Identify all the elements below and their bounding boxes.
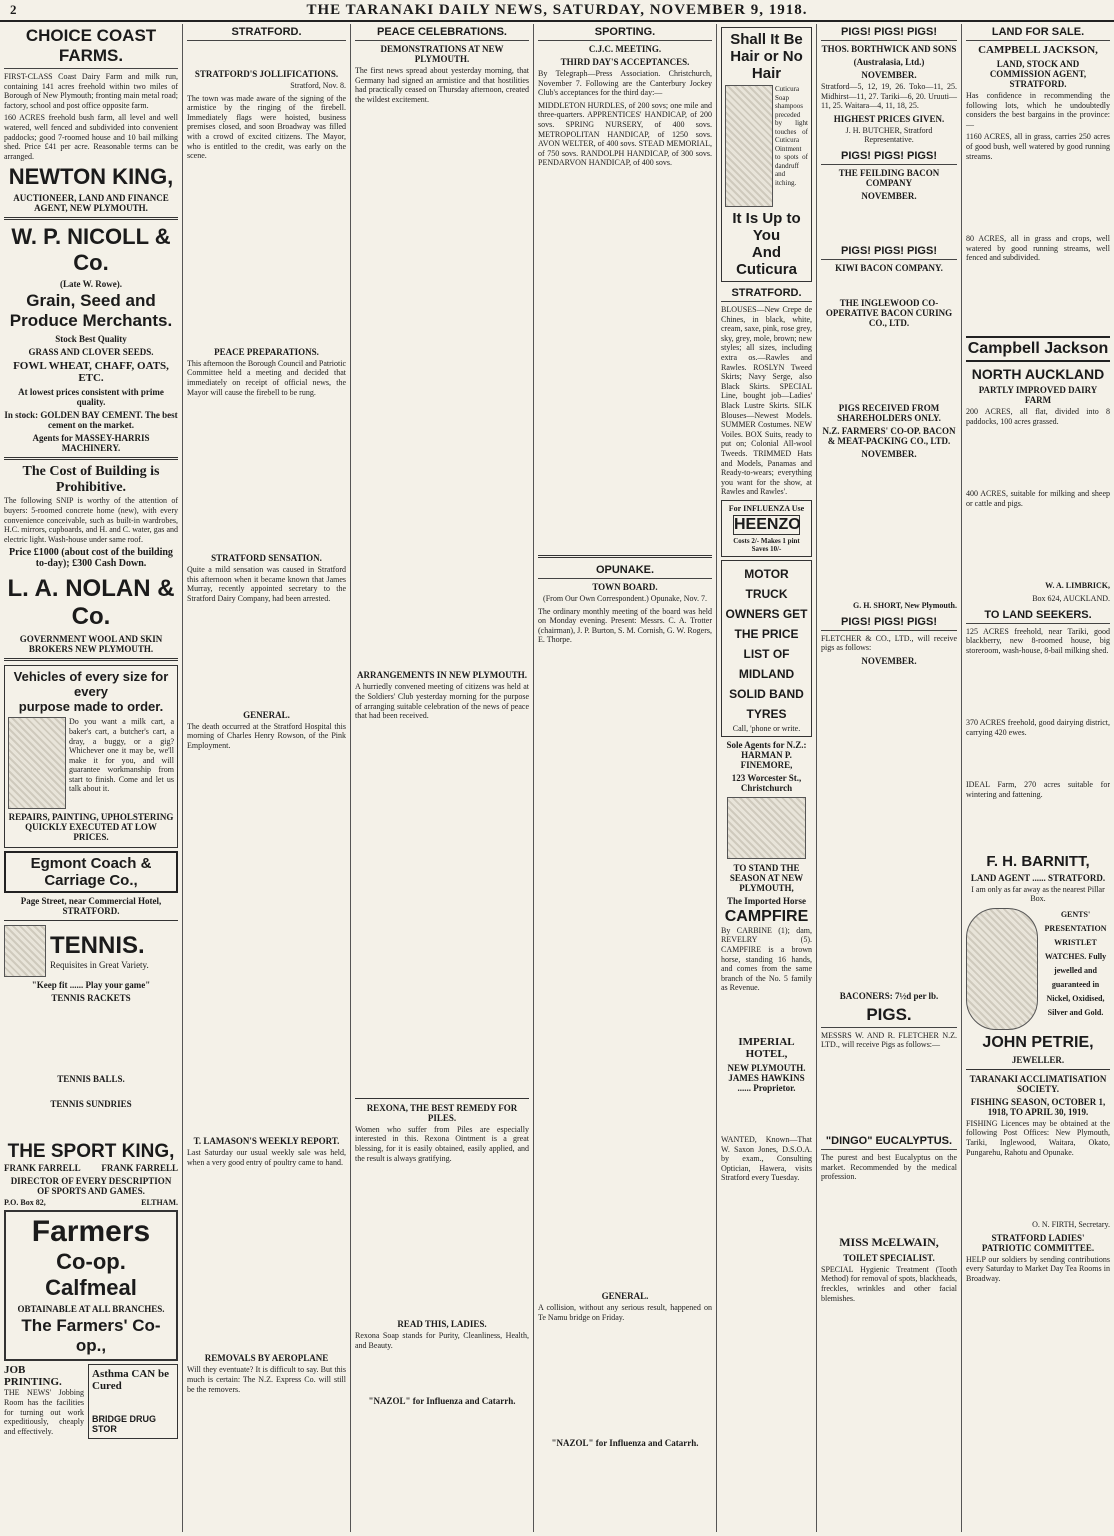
removals-title: REMOVALS BY AEROPLANE bbox=[204, 1353, 329, 1364]
sport-box: P.O. Box 82, bbox=[4, 1198, 46, 1208]
sundries-heading: TENNIS SUNDRIES bbox=[50, 1099, 132, 1110]
asthma-title: Asthma CAN be Cured bbox=[92, 1368, 169, 1393]
fletcher-2: MESSRS W. AND R. FLETCHER N.Z. LTD., will receive Pigs as follows:— bbox=[821, 1030, 957, 1050]
nz-farmers-month: NOVEMBER. bbox=[861, 448, 917, 459]
town-board-body: The ordinary monthly meeting of the board was held on Monday evening. Present: Messrs. C. A. Trotter (chairman), J. P. Burton, S. M. Cornish, G. W. Rogers, E. Thorpe. bbox=[538, 606, 712, 645]
page-number: 2 bbox=[10, 2, 18, 17]
inglewood-title: THE INGLEWOOD CO-OPERATIVE BACON CURING CO., LTD. bbox=[825, 297, 953, 328]
feilding-title: THE FEILDING BACON COMPANY bbox=[838, 167, 940, 188]
lot-125: 125 ACRES freehold, near Tariki, good blackberry, new 8-roomed house, big storeroom, wash-house, 8-bail milking shed. bbox=[966, 626, 1110, 655]
woman-portrait-illustration bbox=[725, 85, 773, 207]
land-for-sale-heading: LAND FOR SALE. bbox=[966, 24, 1110, 41]
barnitt-name: F. H. BARNITT, bbox=[986, 852, 1090, 870]
opunake-general-title: GENERAL. bbox=[601, 1290, 649, 1301]
wanted-ad: WANTED, Known—That W. Saxon Jones, D.S.O.A. by exam., Consulting Optician, Hawera, visits Stratford every Tuesday. bbox=[721, 1135, 812, 1183]
kiwi-body bbox=[821, 275, 957, 295]
balls-heading: TENNIS BALLS. bbox=[57, 1074, 125, 1085]
jollifications-title: STRATFORD'S JOLLIFICATIONS. bbox=[194, 69, 339, 79]
sensation-title: STRATFORD SENSATION. bbox=[211, 553, 322, 564]
ladies-body: HELP our soldiers by sending contributions every Saturday to Market Day Tea Rooms in Broadway. bbox=[966, 1254, 1110, 1283]
tennis-sub: Requisites in Great Variety. bbox=[50, 960, 149, 971]
tyres-sub: Call, 'phone or write. bbox=[732, 723, 801, 733]
tyres-text: MOTOR TRUCK OWNERS GET THE PRICE LIST OF MIDLAND SOLID BAND TYRES bbox=[725, 566, 808, 721]
farm-ad-2: 160 ACRES freehold bush farm, all level and well watered, well fenced and subdivided into convenient paddocks; good 7-roomed house and 10 bail milking shed. Price £41 per acre. Reasonable terms can be arranged. bbox=[4, 113, 178, 161]
acclimatisation-title: TARANAKI ACCLIMATISATION SOCIETY. bbox=[969, 1073, 1107, 1094]
campfire-name: CAMPFIRE bbox=[724, 907, 809, 925]
hair-body: Cuticura Soap shampoos preceded by light touches of Cuticura Ointment to spots of dandruff and itching. bbox=[775, 85, 808, 187]
pigs-heading-5: PIGS. bbox=[821, 1003, 957, 1028]
cjc-race-fields bbox=[538, 171, 712, 551]
egmont-addr: Page Street, near Commercial Hotel, STRATFORD. bbox=[20, 896, 162, 917]
north-auckland-sub: PARTLY IMPROVED DAIRY FARM bbox=[978, 384, 1098, 405]
cuticura-ad bbox=[721, 27, 812, 282]
north-auckland-title: NORTH AUCKLAND bbox=[971, 365, 1105, 382]
nz-farmers-agent: G. H. SHORT, New Plymouth. bbox=[852, 600, 957, 610]
shareholders-title: PIGS RECEIVED FROM SHAREHOLDERS ONLY. bbox=[837, 402, 941, 423]
lot-400: 400 ACRES, suitable for milking and sheep or cattle and pigs. bbox=[966, 489, 1110, 508]
column-7 bbox=[962, 24, 1114, 1532]
tyres-ad bbox=[721, 560, 812, 737]
cjc-title: C.J.C. MEETING. bbox=[588, 44, 662, 54]
removals-body: Will they eventuate? It is difficult to say. But this much is certain: The N.Z. Express Co. will still be the removers. bbox=[187, 1365, 346, 1394]
read-this-continued bbox=[355, 1353, 529, 1393]
general-continued bbox=[187, 753, 346, 1133]
cjc-races: MIDDLETON HURDLES, of 200 sovs; one mile and three-quarters. APPRENTICES' HANDICAP, of 200 sovs. SPRING NURSERY, of 400 sovs. METROPOLITAN HANDICAP, of 1250 sovs. AVON WELTER, of 400 sovs. STEAD MEMORIAL, of 750 sovs. RANDOLPH HANDICAP, of 300 sovs. PENDARVON HANDICAP, of 400 sovs. bbox=[538, 100, 712, 168]
nicoll-line-3: FOWL WHEAT, CHAFF, OATS, ETC. bbox=[13, 360, 169, 385]
borthwick-prices: HIGHEST PRICES GIVEN. bbox=[833, 113, 945, 124]
lamason-body: Last Saturday our usual weekly sale was held, when a very good entry of poultry came to hand. bbox=[187, 1148, 346, 1167]
rackets-price-list bbox=[4, 1005, 178, 1071]
sensation-continued bbox=[187, 607, 346, 707]
sundries-list bbox=[4, 1111, 178, 1141]
nicoll-late: (Late W. Rowe). bbox=[60, 279, 122, 290]
farmers-product: Co-op. Calfmeal bbox=[45, 1249, 137, 1301]
nicoll-line-1: Stock Best Quality bbox=[55, 334, 127, 345]
campbell-sub: LAND, STOCK AND COMMISSION AGENT, STRATFORD. bbox=[989, 59, 1087, 89]
barnitt-sub: LAND AGENT ...... STRATFORD. bbox=[970, 872, 1106, 883]
fletcher-2-schedule bbox=[821, 1053, 957, 1133]
sensation-body: Quite a mild sensation was caused in Stratford this afternoon when it became known that James Murray, recently appointed secretary to the Stratford Dairy Company, had been arrested. bbox=[187, 565, 346, 603]
campbell-title: CAMPBELL JACKSON, bbox=[978, 44, 1098, 56]
cjc-body: By Telegraph—Press Association. Christchurch, November 7. Following are the Canterbury Jockey Club's acceptances for the third day:— bbox=[538, 69, 712, 98]
dingo-title: "DINGO" EUCALYPTUS. bbox=[821, 1133, 957, 1150]
nz-farmers-title: N.Z. FARMERS' CO-OP. BACON & MEAT-PACKING CO., LTD. bbox=[822, 425, 956, 446]
campfire-continued bbox=[721, 996, 812, 1036]
acclimatisation-sign: O. N. FIRTH, Secretary. bbox=[1032, 1220, 1110, 1230]
sport-frank-1: FRANK FARRELL bbox=[4, 1163, 81, 1174]
column-5 bbox=[717, 24, 817, 1532]
limbrick-addr: Box 624, AUCKLAND. bbox=[1032, 593, 1110, 603]
demonstrations-body: The first news spread about yesterday morning, that Germany had signed an armistice and that hostilities had practically ceased on Thursday afternoon, created the wildest excitement. bbox=[355, 66, 529, 104]
hotel-sub: NEW PLYMOUTH. JAMES HAWKINS ...... Proprietor. bbox=[727, 1063, 806, 1094]
farmers-coop: The Farmers' Co-op., bbox=[21, 1316, 161, 1356]
pigs-heading-2: PIGS! PIGS! PIGS! bbox=[821, 148, 957, 165]
tennis-racket-illustration bbox=[4, 925, 46, 977]
opunake-general-continued bbox=[538, 1325, 712, 1435]
lot-200: 200 ACRES, all flat, divided into 8 paddocks, 100 acres grassed. bbox=[966, 406, 1110, 426]
acclimatisation-body: FISHING Licences may be obtained at the following Post Offices: New Plymouth, Tariki, Inglewood, Waitara, Okato, Pungarehu, Rahotu and Opunake. bbox=[966, 1118, 1110, 1157]
general-title: GENERAL. bbox=[243, 709, 290, 720]
farm-ad-1: FIRST-CLASS Coast Dairy Farm and milk run, containing 141 acres freehold within two miles of Borough of New Plymouth; fronting main metal road; factory, school and post office opposite farm. bbox=[4, 72, 178, 110]
masthead bbox=[0, 0, 1114, 22]
petrie-sub: JEWELLER. bbox=[1011, 1054, 1065, 1065]
column-6 bbox=[817, 24, 962, 1532]
egmont-name: Egmont Coach & Carriage Co., bbox=[4, 851, 178, 893]
feilding-schedule bbox=[821, 203, 957, 243]
read-this-body: Rexona Soap stands for Purity, Cleanliness, Health, and Beauty. bbox=[355, 1331, 529, 1350]
cost-price: Price £1000 (about cost of the building to-day); £300 Cash Down. bbox=[9, 547, 173, 570]
hotel-title: IMPERIAL HOTEL, bbox=[738, 1036, 795, 1061]
baconers-price: BACONERS: 7½d per lb. bbox=[839, 990, 939, 1001]
nolan-sub: GOVERNMENT WOOL AND SKIN BROKERS NEW PLYMOUTH. bbox=[19, 634, 163, 655]
ladies-title: STRATFORD LADIES' PATRIOTIC COMMITTEE. bbox=[981, 1232, 1095, 1253]
pigs-heading-3: PIGS! PIGS! PIGS! bbox=[821, 243, 957, 260]
fletcher-title: FLETCHER & CO., LTD., will receive pigs as follows: bbox=[821, 633, 957, 653]
tennis-keep: "Keep fit ...... Play your game" bbox=[31, 980, 151, 991]
rexona-body: Women who suffer from Piles are especially interested in this. Rexona Ointment is a great blessing, for it is easily obtained, easily applied, and the result is always gratifying. bbox=[355, 1124, 529, 1163]
job-printing-body: THE NEWS' Jobbing Room has the facilities for turning out work expeditiously, cheaply and effectively. bbox=[4, 1388, 84, 1436]
hair-headline-3: It Is Up to You bbox=[732, 210, 801, 244]
hotel-body bbox=[721, 1095, 812, 1135]
town-board-sub: (From Our Own Correspondent.) Opunake, Nov. 7. bbox=[543, 593, 707, 603]
lot-370: 370 ACRES freehold, good dairying district, carrying 420 ewes. bbox=[966, 718, 1110, 737]
nazol-footer-2: "NAZOL" for Influenza and Catarrh. bbox=[551, 1438, 699, 1449]
acclimatisation-continued bbox=[966, 1160, 1110, 1220]
farmers-calfmeal-ad bbox=[4, 1210, 178, 1361]
borthwick-sub: (Australasia, Ltd.) bbox=[853, 57, 925, 67]
newton-king-sub: AUCTIONEER, LAND AND FINANCE AGENT, NEW PLYMOUTH. bbox=[13, 193, 169, 214]
demonstrations-title: DEMONSTRATIONS AT NEW PLYMOUTH. bbox=[380, 44, 504, 64]
pigs-heading-4: PIGS! PIGS! PIGS! bbox=[821, 614, 957, 631]
acclimatisation-sub: FISHING SEASON, OCTOBER 1, 1918, TO APRIL 30, 1919. bbox=[970, 1096, 1106, 1117]
tennis-title: TENNIS. bbox=[50, 932, 145, 960]
town-board-title: TOWN BOARD. bbox=[592, 581, 658, 592]
lot-1160-continued bbox=[966, 164, 1110, 234]
boy-with-cart-illustration bbox=[8, 717, 66, 809]
column-4 bbox=[534, 24, 717, 1532]
lot-200-continued bbox=[966, 429, 1110, 489]
newton-king-name: NEWTON KING, bbox=[8, 164, 174, 190]
opunake-heading: OPUNAKE. bbox=[538, 562, 712, 579]
inglewood-schedule bbox=[821, 330, 957, 400]
dingo-continued bbox=[821, 1185, 957, 1235]
stand-line-2: The Imported Horse bbox=[727, 895, 806, 906]
rawles-items: BLOUSES—New Crepe de Chines, in black, white, cream, saxe, pink, rose grey, sky, grey, mole, brown; new styles; all sizes, including extra os.—Rawles and Rawles. ROSLYN Tweed Skirts; Navy Serge, also Black Skirts. SPECIAL Line, bought job—Ladies' Black Lustre Skirts. SILK Blouses—Newest Models. SUMMER Costumes. NEW Voiles. BOX Suits, ready to put on; Colonial All-wool Tweeds. TRIMMED Hats and Models, Panamas and Ready-to-wears; everything you want for the show, at Rawles and Rawles'. bbox=[721, 305, 812, 497]
nz-farmers-schedule bbox=[821, 461, 957, 601]
hair-headline-1: Shall It Be bbox=[730, 31, 803, 48]
mcelwain-body: SPECIAL Hygienic Treatment (Tooth Method) for removal of spots, blackheads, freckles, wrinkles and other facial blemishes. bbox=[821, 1264, 957, 1303]
bridge-drug-store: BRIDGE DRUG STOR bbox=[92, 1414, 157, 1435]
finemore-addr: 123 Worcester St., Christchurch bbox=[731, 772, 802, 793]
lot-125-continued bbox=[966, 658, 1110, 718]
masthead-title: THE TARANAKI DAILY NEWS, SATURDAY, NOVEMBER 9, 1918. bbox=[306, 2, 808, 18]
watch-text: GENTS' PRESENTATION WRISTLET WATCHES. Fully jewelled and guaranteed in Nickel, Oxidised, Silver and Gold. bbox=[1044, 909, 1107, 1017]
sport-sub: DIRECTOR OF EVERY DESCRIPTION OF SPORTS AND GAMES. bbox=[10, 1176, 172, 1197]
land-seekers-heading: TO LAND SEEKERS. bbox=[966, 607, 1110, 624]
campfire-body: By CARBINE (1); dam, REVELRY (5). CAMPFIRE is a brown horse, standing 16 hands, and comes from the same branch of the No. 5 family as Revenue. bbox=[721, 925, 812, 993]
vehicles-repairs: REPAIRS, PAINTING, UPHOLSTERING QUICKLY EXECUTED AT LOW PRICES. bbox=[8, 812, 174, 843]
cost-body: The following SNIP is worthy of the attention of buyers: 5-roomed concrete home (new), with every convenience conceivable, such as built-in wardrobes, H.C. mirrors, cupboards, and H. and C. water, gas and electric light. Wash-house under same roof. bbox=[4, 496, 178, 544]
kiwi-title: KIWI BACON COMPANY. bbox=[835, 262, 943, 273]
lot-400-continued bbox=[966, 511, 1110, 581]
finemore-name: Sole Agents for N.Z.: HARMAN P. FINEMORE, bbox=[726, 739, 807, 770]
hair-headline-2: Hair or No Hair bbox=[730, 48, 803, 82]
vehicles-body: Do you want a milk cart, a baker's cart, a butcher's cart, a dray, a buggy, or a gig? Whichever one it may be, we'll make it for you, and will guarantee workmanship from start to finish. Come and let us talk about it. bbox=[69, 717, 174, 794]
dingo-body: The purest and best Eucalyptus on the market. Recommended by the medical profession. bbox=[821, 1152, 957, 1182]
town-board-continued bbox=[538, 648, 712, 1288]
cjc-sub: THIRD DAY'S ACCEPTANCES. bbox=[560, 57, 690, 67]
barnitt-note: I am only as far away as the nearest Pillar Box. bbox=[971, 884, 1105, 904]
nicoll-name: W. P. NICOLL & Co. bbox=[11, 224, 171, 276]
nicoll-line-4: At lowest prices consistent with prime quality. bbox=[18, 387, 164, 408]
petrie-name: JOHN PETRIE, bbox=[982, 1033, 1094, 1051]
nicoll-title: Grain, Seed and Produce Merchants. bbox=[9, 291, 173, 331]
peace-preparations-body: This afternoon the Borough Council and Patriotic Committee held a meeting and decided that immediately on receipt of official news, the Mayor will cause the firebell to be rung. bbox=[187, 358, 346, 397]
lot-80-continued bbox=[966, 266, 1110, 336]
jollifications-body: The town was made aware of the signing of the armistice by the ringing of the firebell. Immediately flags were hoisted, business premises closed, and soon Broadway was filled with a crowd of excited citizens. The Mayor, who is entitled to the credit, was early on the scene. bbox=[187, 93, 346, 161]
lot-370-continued bbox=[966, 740, 1110, 780]
farmers-obtainable: OBTAINABLE AT ALL BRANCHES. bbox=[17, 1304, 165, 1315]
cost-title: The Cost of Building is Prohibitive. bbox=[22, 464, 160, 496]
borthwick-month: NOVEMBER. bbox=[861, 70, 917, 80]
sporting-heading: SPORTING. bbox=[538, 24, 712, 41]
peace-preparations-continued bbox=[187, 400, 346, 550]
peace-preparations-title: PEACE PREPARATIONS. bbox=[214, 346, 319, 357]
column-2 bbox=[183, 24, 351, 1532]
heenzo-name: HEENZO bbox=[734, 515, 801, 533]
rexona-title: REXONA, THE BEST REMEDY FOR PILES. bbox=[366, 1102, 518, 1123]
peace-heading: PEACE CELEBRATIONS. bbox=[355, 24, 529, 41]
jollifications-date: Stratford, Nov. 8. bbox=[290, 81, 346, 90]
borthwick-schedule: Stratford—5, 12, 19, 26. Toko—11, 25. Midhirst—11, 27. Tariki—6, 20. Uruuti—11, 25. Waitara—4, 11, 18, 25. bbox=[821, 82, 957, 111]
stand-line-1: TO STAND THE SEASON AT NEW PLYMOUTH, bbox=[729, 862, 804, 893]
lot-1160: 1160 ACRES, all in grass, carries 250 acres of good bush, well watered by good running streams. bbox=[966, 132, 1110, 161]
job-printing-title: JOB PRINTING. bbox=[4, 1364, 62, 1389]
nicoll-line-6: Agents for MASSEY-HARRIS MACHINERY. bbox=[32, 433, 150, 454]
sport-king-title: THE SPORT KING, bbox=[7, 1141, 175, 1163]
mcelwain-title: MISS McELWAIN, bbox=[839, 1234, 939, 1249]
asthma-body bbox=[92, 1392, 174, 1414]
heenzo-bottom: Costs 2/- Makes 1 pint Saves 10/- bbox=[733, 536, 800, 553]
lamason-title: T. LAMASON'S WEEKLY REPORT. bbox=[193, 1136, 340, 1147]
column-1 bbox=[0, 24, 183, 1532]
fletcher-schedule bbox=[821, 668, 957, 988]
nolan-name: L. A. NOLAN & Co. bbox=[7, 575, 175, 631]
heenzo-top: For INFLUENZA Use bbox=[728, 503, 805, 513]
farms-heading: CHOICE COAST FARMS. bbox=[4, 24, 178, 69]
hair-headline-4: And Cuticura bbox=[736, 244, 797, 278]
vehicles-title: Vehicles of every size for every bbox=[13, 669, 169, 700]
rackets-heading: TENNIS RACKETS bbox=[51, 993, 131, 1004]
sport-frank-2: FRANK FARRELL bbox=[101, 1163, 178, 1174]
stratford-shop-heading: STRATFORD. bbox=[721, 285, 812, 302]
stratford-intro bbox=[187, 44, 346, 66]
nazol-footer: "NAZOL" for Influenza and Catarrh. bbox=[368, 1396, 516, 1407]
nicoll-line-2: GRASS AND CLOVER SEEDS. bbox=[28, 347, 154, 358]
opunake-general-body: A collision, without any serious result, happened on Te Namu bridge on Friday. bbox=[538, 1302, 712, 1322]
rexona-continued bbox=[355, 1166, 529, 1316]
wristwatch-illustration bbox=[966, 908, 1038, 1030]
limbrick-name: W. A. LIMBRICK, bbox=[1045, 581, 1110, 591]
fletcher-month: NOVEMBER. bbox=[861, 655, 917, 666]
stratford-heading: STRATFORD. bbox=[187, 24, 346, 41]
sport-town: ELTHAM. bbox=[141, 1198, 178, 1208]
general-body: The death occurred at the Stratford Hospital this morning of Charles Henry Rowson, of the Pink Employment. bbox=[187, 721, 346, 750]
jollifications-continued bbox=[187, 164, 346, 344]
lamason-continued bbox=[187, 1170, 346, 1350]
borthwick-title: THOS. BORTHWICK AND SONS bbox=[821, 44, 957, 54]
vehicles-title-2: purpose made to order. bbox=[18, 699, 164, 715]
mcelwain-sub: TOILET SPECIALIST. bbox=[843, 1252, 935, 1263]
campbell-body: Has confidence in recommending the following lots, which he undoubtedly considers the best bargains in the province:— bbox=[966, 91, 1110, 129]
campbell-big: Campbell Jackson bbox=[966, 336, 1110, 362]
column-3 bbox=[351, 24, 534, 1532]
farmers-title: Farmers bbox=[31, 1215, 151, 1249]
heenzo-ad bbox=[721, 500, 812, 557]
arrangements-body: A hurriedly convened meeting of citizens was held at the Soldiers' Club yesterday morning for the purpose of arranging suitable celebration of the news of peace that had been received. bbox=[355, 682, 529, 721]
arrangements-title: ARRANGEMENTS IN NEW PLYMOUTH. bbox=[356, 670, 528, 681]
ideal-farm: IDEAL Farm, 270 acres suitable for wintering and fattening. bbox=[966, 780, 1110, 800]
horse-illustration bbox=[727, 797, 806, 859]
nicoll-line-5: In stock: GOLDEN BAY CEMENT. The best cement on the market. bbox=[4, 410, 178, 431]
vehicles-ad bbox=[4, 665, 178, 848]
demonstrations-continued bbox=[355, 107, 529, 667]
balls-price-list bbox=[4, 1086, 178, 1096]
pigs-heading-1: PIGS! PIGS! PIGS! bbox=[821, 24, 957, 41]
ideal-farm-continued bbox=[966, 803, 1110, 853]
arrangements-continued bbox=[355, 724, 529, 1094]
read-this-title: READ THIS, LADIES. bbox=[397, 1319, 487, 1330]
borthwick-agent: J. H. BUTCHER, Stratford Representative. bbox=[845, 125, 933, 145]
lot-80: 80 ACRES, all in grass and crops, well watered by good running streams, well fenced and subdivided. bbox=[966, 234, 1110, 263]
feilding-month: NOVEMBER. bbox=[861, 190, 917, 201]
